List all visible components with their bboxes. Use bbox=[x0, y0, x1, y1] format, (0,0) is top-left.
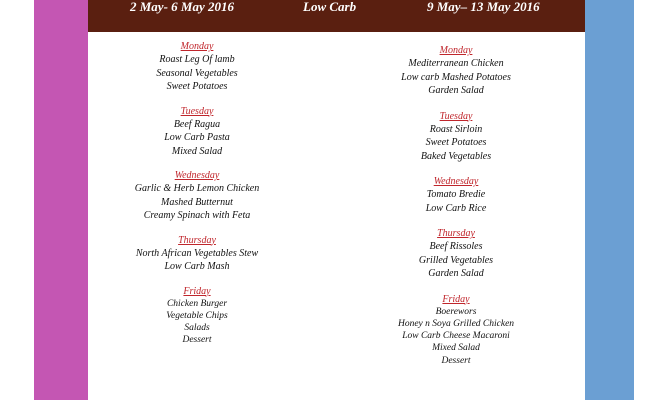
day-name: Thursday bbox=[178, 234, 216, 246]
week1-tuesday bbox=[112, 106, 282, 159]
menu-item: Low Carb Cheese Macaroni bbox=[402, 331, 510, 342]
menu-item: Low carb Mashed Potatoes bbox=[401, 71, 511, 83]
menu-item: Vegetable Chips bbox=[166, 310, 228, 321]
menu-item: North African Vegetables Stew bbox=[135, 247, 259, 259]
right-decorative-strip bbox=[585, 0, 634, 400]
menu-item: Roast Sirloin bbox=[429, 123, 483, 135]
menu-item: Beef Rissoles bbox=[429, 241, 483, 252]
menu-item: Low Carb Mash bbox=[164, 261, 230, 272]
day-name: Monday bbox=[439, 45, 473, 56]
menu-item: Grilled Vegetables bbox=[418, 254, 494, 266]
menu-item: Garden Salad bbox=[428, 85, 484, 96]
day-name: Friday bbox=[183, 285, 211, 297]
menu-item: Tomato Bredie bbox=[426, 189, 486, 200]
week2-monday bbox=[371, 45, 541, 98]
menu-item: Baked Vegetables bbox=[420, 150, 492, 162]
menu-header-bar bbox=[88, 0, 585, 32]
menu-item: Mixed Salad bbox=[171, 145, 223, 157]
week2-tuesday bbox=[371, 111, 541, 164]
menu-item: Mashed Butternut bbox=[161, 196, 233, 208]
menu-item: Chicken Burger bbox=[166, 298, 228, 309]
day-name: Tuesday bbox=[439, 110, 473, 122]
menu-item: Dessert bbox=[182, 334, 212, 345]
menu-item: Sweet Potatoes bbox=[166, 81, 228, 92]
day-name: Tuesday bbox=[180, 105, 214, 117]
menu-theme: Low Carb bbox=[303, 0, 357, 14]
week1-date-range: 2 May- 6 May 2016 bbox=[130, 0, 234, 14]
week1-monday bbox=[112, 41, 282, 94]
week2-menu-column bbox=[371, 45, 541, 380]
menu-item: Low Carb Pasta bbox=[164, 132, 230, 143]
menu-item: Roast Leg Of lamb bbox=[159, 54, 235, 65]
week2-thursday bbox=[371, 228, 541, 281]
menu-item: Garden Salad bbox=[428, 268, 484, 279]
week2-wednesday bbox=[371, 176, 541, 215]
day-name: Thursday bbox=[437, 228, 475, 239]
week1-menu-column bbox=[112, 41, 282, 358]
menu-item: Garlic & Herb Lemon Chicken bbox=[134, 183, 260, 194]
day-name: Wednesday bbox=[433, 176, 479, 187]
menu-item: Sweet Potatoes bbox=[425, 137, 487, 148]
menu-item: Honey n Soya Grilled Chicken bbox=[397, 318, 515, 329]
menu-item: Dessert bbox=[441, 355, 471, 366]
week2-friday bbox=[371, 294, 541, 367]
day-name: Monday bbox=[180, 41, 214, 52]
menu-item: Mixed Salad bbox=[432, 343, 480, 354]
week1-thursday bbox=[112, 235, 282, 274]
menu-item: Boerewors bbox=[435, 306, 477, 317]
day-name: Friday bbox=[442, 293, 470, 305]
left-decorative-strip bbox=[34, 0, 88, 400]
menu-item: Creamy Spinach with Feta bbox=[143, 210, 251, 221]
week2-date-range: 9 May– 13 May 2016 bbox=[427, 0, 540, 14]
menu-item: Salads bbox=[184, 322, 210, 333]
menu-item: Low Carb Rice bbox=[425, 202, 487, 214]
week1-wednesday bbox=[112, 170, 282, 223]
menu-item: Seasonal Vegetables bbox=[156, 67, 238, 79]
week1-friday bbox=[112, 286, 282, 346]
menu-item: Mediterranean Chicken bbox=[408, 58, 504, 69]
menu-item: Beef Ragua bbox=[173, 118, 221, 130]
day-name: Wednesday bbox=[174, 170, 220, 181]
